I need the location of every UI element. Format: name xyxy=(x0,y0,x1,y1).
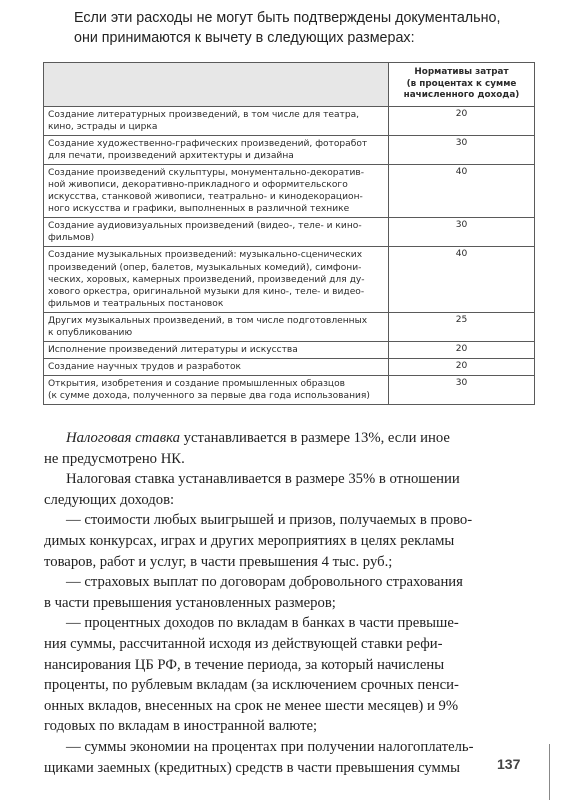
table-cell-activity: Создание научных трудов и разработок xyxy=(44,359,389,376)
table-row xyxy=(44,135,535,164)
table-row xyxy=(44,359,535,376)
body-text xyxy=(44,428,534,778)
paragraph-line: щиками заемных (кредитных) средств в части превышения суммы xyxy=(44,759,461,776)
expense-norms-table xyxy=(43,62,535,405)
table-cell-percent: 40 xyxy=(389,247,535,312)
table-row xyxy=(44,376,535,405)
table-row xyxy=(44,164,535,217)
list-item-deposits: — процентных доходов по вкладам в банках в части превыше- xyxy=(66,615,459,632)
paragraph-line: проценты, по рублевым вкладам (за исключением срочных пенси- xyxy=(44,677,459,694)
table-row xyxy=(44,106,535,135)
paragraph-tax-rate-13: Налоговая ставка устанавливается в размере 13%, если иное xyxy=(66,430,450,446)
page-edge-divider xyxy=(549,744,550,800)
table-header-row xyxy=(44,63,535,107)
paragraph-line: товаров, работ и услуг, в части превышения 4 тыс. руб.; xyxy=(44,553,393,570)
paragraph-line: следующих доходов: xyxy=(44,491,175,508)
table-row xyxy=(44,247,535,312)
table-cell-activity: Создание художественно-графических произведений, фоторабот для печати, произведений архитектуры и дизайна xyxy=(44,135,389,164)
table-cell-percent: 30 xyxy=(389,135,535,164)
list-item-prizes: — стоимости любых выигрышей и призов, получаемых в прово- xyxy=(66,512,473,529)
list-item-insurance: — страховых выплат по договорам добровольного страхования xyxy=(66,574,463,591)
intro-text xyxy=(74,8,534,48)
intro-line-2: они принимаются к вычету в следующих размерах: xyxy=(74,30,415,46)
paragraph-line: димых конкурсах, играх и других мероприятиях в целях рекламы xyxy=(44,532,455,549)
table-cell-percent: 40 xyxy=(389,164,535,217)
paragraph-line: годовых по вкладам в иностранной валюте; xyxy=(44,718,318,735)
paragraph-line: в части превышения установленных размеров; xyxy=(44,594,336,611)
table-header-norms: Нормативы затрат (в процентах к сумме начисленного дохода) xyxy=(389,63,535,107)
table-cell-percent: 20 xyxy=(389,359,535,376)
table-cell-activity: Создание литературных произведений, в том числе для театра, кино, эстрады и цирка xyxy=(44,106,389,135)
intro-line-1: Если эти расходы не могут быть подтверждены документально, xyxy=(74,10,501,26)
table-row xyxy=(44,312,535,341)
table-cell-activity: Открытия, изобретения и создание промышленных образцов (к сумме дохода, полученного за первые два года использования) xyxy=(44,376,389,405)
page-number: 137 xyxy=(497,756,521,772)
list-item-interest-savings: — суммы экономии на процентах при получении налогоплатель- xyxy=(66,738,474,755)
table-cell-activity: Исполнение произведений литературы и искусства xyxy=(44,342,389,359)
table-cell-activity: Создание музыкальных произведений: музыкально-сценических произведений (опер, балетов, музыкальных комедий), симфони- ческих, хоровых, камерных произведений, произведений для ду- хового оркестра, оригинальной музыки для кино-, теле- и видео- фильмов и театральных постановок xyxy=(44,247,389,312)
table-cell-activity: Других музыкальных произведений, в том числе подготовленных к опубликованию xyxy=(44,312,389,341)
table-cell-percent: 25 xyxy=(389,312,535,341)
italic-term: Налоговая ставка xyxy=(66,430,180,446)
paragraph-line: онных вкладов, внесенных на срок не менее шести месяцев) и 9% xyxy=(44,697,459,714)
table-cell-percent: 20 xyxy=(389,106,535,135)
table-cell-activity: Создание аудиовизуальных произведений (видео-, теле- и кино- фильмов) xyxy=(44,218,389,247)
table-header-blank-cell xyxy=(44,63,389,107)
table-cell-percent: 30 xyxy=(389,376,535,405)
paragraph-line: ния суммы, рассчитанной исходя из действующей ставки рефи- xyxy=(44,635,443,652)
paragraph-line: нансирования ЦБ РФ, в течение периода, за который начислены xyxy=(44,656,445,673)
table-row xyxy=(44,342,535,359)
table-cell-percent: 30 xyxy=(389,218,535,247)
table-cell-percent: 20 xyxy=(389,342,535,359)
table-row xyxy=(44,218,535,247)
paragraph-tax-rate-35: Налоговая ставка устанавливается в размере 35% в отношении xyxy=(66,471,460,488)
paragraph-line: не предусмотрено НК. xyxy=(44,450,185,467)
table-cell-activity: Создание произведений скульптуры, монументально-декоратив- ной живописи, декоративно-прикладного и оформительского искусства, станковой живописи, театрально- и кинодекорацион- ного искусства и графики, выполненных в различной технике xyxy=(44,164,389,217)
